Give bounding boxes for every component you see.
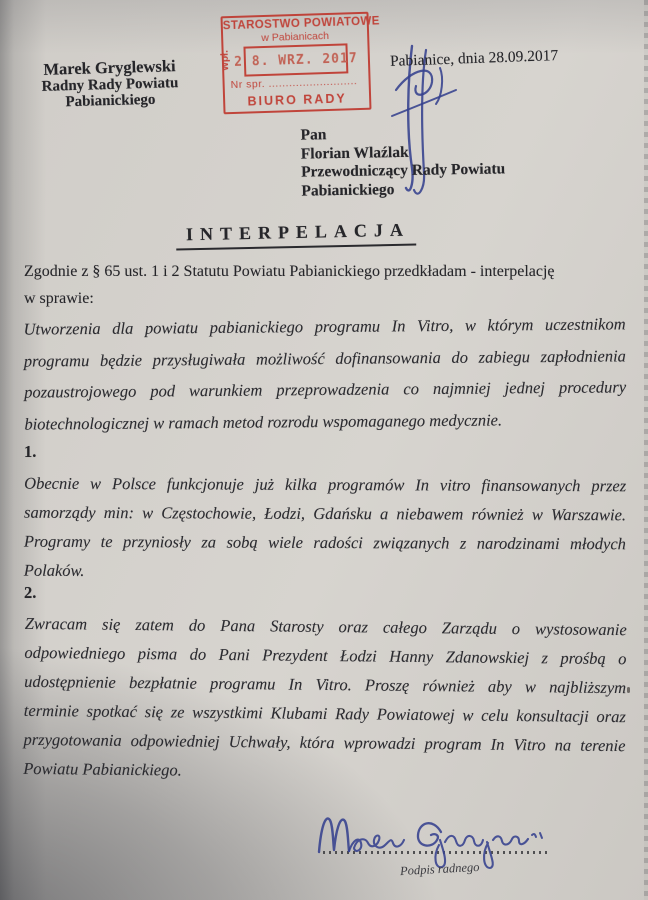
body-line: Utworzenia dla powiatu pabianickiego programu In Vitro, w którym uczestnikom [23,314,626,339]
addressee-title-line: Przewodniczący Rady Powiatu [301,160,506,181]
intake-stamp [218,12,381,115]
sender-role-line: Pabianickiego [65,91,156,111]
body-line: samorządy min: w Częstochowie, Łodzi, Gdańsku a niebawem również w Warszawie. [24,502,627,525]
body-line: programu będzie przysługiwała możliwość dofinansowania do zabiegu zapłodnienia [23,345,626,371]
section-number: 2. [24,583,37,602]
subject-paragraph [23,308,626,439]
stamp-date-box [233,43,358,76]
body-line: pozaustrojowego pod warunkiem przeprowadzenia co najmniej jednej procedury [24,377,627,402]
body-line: Obecnie w Polsce funkcjonuje już kilka programów In vitro finansowanych przez [24,473,627,496]
stamp-date: 2 8. WRZ. 2017 [233,50,358,70]
document-title: INTERPELACJA [0,216,592,254]
section-number: 1. [24,442,37,461]
intro-line: Zgodnie z § 65 ust. 1 i 2 Statutu Powiatu Pabianickiego przedkładam - interpelację [24,263,555,280]
section-2-paragraph [23,609,627,789]
addressee-salutation: Pan [300,126,327,144]
body-line: Programy te przyniosły za sobą wiele radości związanych z narodzinami młodych [23,531,626,554]
sender-role-line: Radny Rady Powiatu [41,74,179,95]
body-line: Powiatu Pabianickiego. [23,758,182,780]
body-line: biotechnologicznej w ramach metod rozrodu wspomaganego medycznie. [24,409,503,434]
scan-speck [627,687,630,693]
stamp-received-label: wpł. [218,49,232,71]
addressee-block [300,123,505,200]
body-line: przygotowania odpowiedniej Uchwały, która wprowadzi program In Vitro na terenie [23,729,626,756]
stamp-bureau: BIURO RADY [247,91,347,109]
body-line: Polaków. [23,560,85,580]
stamp-case-number: Nr spr. .......................... [230,75,358,92]
body-line: terminie spotkać się ze wszystkimi Klubami Rady Powiatowej w celu konsultacji oraz [23,700,626,727]
body-line: udostępnienie bezpłatnie programu In Vitro. Proszę również aby w najbliższym [24,671,627,698]
body-line: Zwracam się zatem do Pana Starosty oraz całego Zarządu o wystosowanie [24,613,627,640]
intro-line: w sprawie: [24,290,94,307]
sender-name: Marek Gryglewski [43,56,176,79]
stamp-office-name: STAROSTWO POWIATOWE [222,15,381,33]
sender-block [27,58,192,112]
signature-caption: Podpis radnego [399,859,480,879]
intro-paragraph [24,258,626,312]
page-edge-shadow [644,0,648,900]
body-line: odpowiedniego pisma do Pani Prezydent Łodzi Hanny Zdanowskiej z prośbą o [24,642,627,669]
section-1-paragraph [24,469,627,588]
addressee-title-line: Pabianickiego [301,180,395,200]
addressee-name: Florian Wlaźlak [300,143,409,163]
stamp-office-city: w Pabianicach [261,29,330,45]
date-line: Pabianice, dnia 28.09.2017 [389,47,559,70]
